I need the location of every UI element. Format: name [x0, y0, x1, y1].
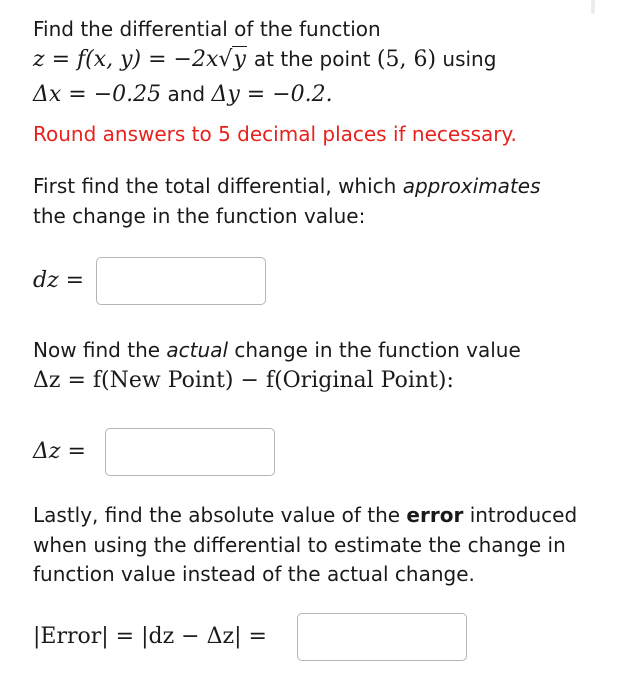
- dz-label: dz =: [33, 268, 85, 293]
- error-answer-input[interactable]: [297, 613, 467, 661]
- function-definition: [33, 47, 254, 72]
- part3-line-3: function value instead of the actual change.: [33, 562, 475, 586]
- part2-line-2: [33, 366, 454, 395]
- dz-answer-input[interactable]: [96, 257, 266, 305]
- part1-prompt-text: First find the total differential, which: [33, 174, 397, 198]
- square-root: √y: [218, 47, 246, 72]
- using-text: using: [442, 47, 497, 71]
- part2-line-1: [33, 336, 521, 365]
- point-text: at the point: [253, 47, 371, 71]
- delta-z-answer-input[interactable]: [105, 428, 275, 476]
- and-text: and: [167, 82, 206, 106]
- problem-intro-text: Find the differential of the function: [33, 17, 381, 41]
- problem-line-1: [33, 15, 381, 44]
- point-coordinates: (5, 6): [376, 47, 437, 72]
- part3-prompt-text: Lastly, find the absolute value of the: [33, 503, 401, 527]
- delta-z-label-text: Δz =: [33, 439, 86, 464]
- delta-z-label: [33, 437, 86, 466]
- part1-line-2: the change in the function value:: [33, 204, 366, 228]
- delta-x-value: Δx = −0.25: [33, 82, 162, 107]
- part2-prompt-text: Now find the: [33, 338, 161, 362]
- error-label: |Error| = |dz − Δz| =: [33, 624, 267, 649]
- part2-emphasis: actual: [166, 338, 229, 362]
- problem-line-3: [33, 80, 333, 109]
- part1-emphasis: approximates: [402, 174, 541, 198]
- part2-prompt-text-end: change in the function value: [234, 338, 521, 362]
- part1-line-1: [33, 172, 541, 201]
- part3-error-bold: error: [406, 503, 464, 527]
- scrollbar-hint: [591, 0, 595, 14]
- part3-line-2: when using the differential to estimate the change in: [33, 533, 566, 557]
- problem-line-2: [33, 45, 496, 74]
- rounding-instruction: Round answers to 5 decimal places if necessary.: [33, 122, 517, 146]
- delta-z-formula: Δz = f(New Point) − f(Original Point):: [33, 368, 454, 393]
- part3-prompt-text-end: introduced: [469, 503, 578, 527]
- delta-y-value: Δy = −0.2.: [211, 82, 333, 107]
- sqrt-variable: y: [233, 47, 246, 72]
- function-expression: z = f(x, y) = −2x: [33, 47, 219, 72]
- part3-line-1: [33, 501, 577, 530]
